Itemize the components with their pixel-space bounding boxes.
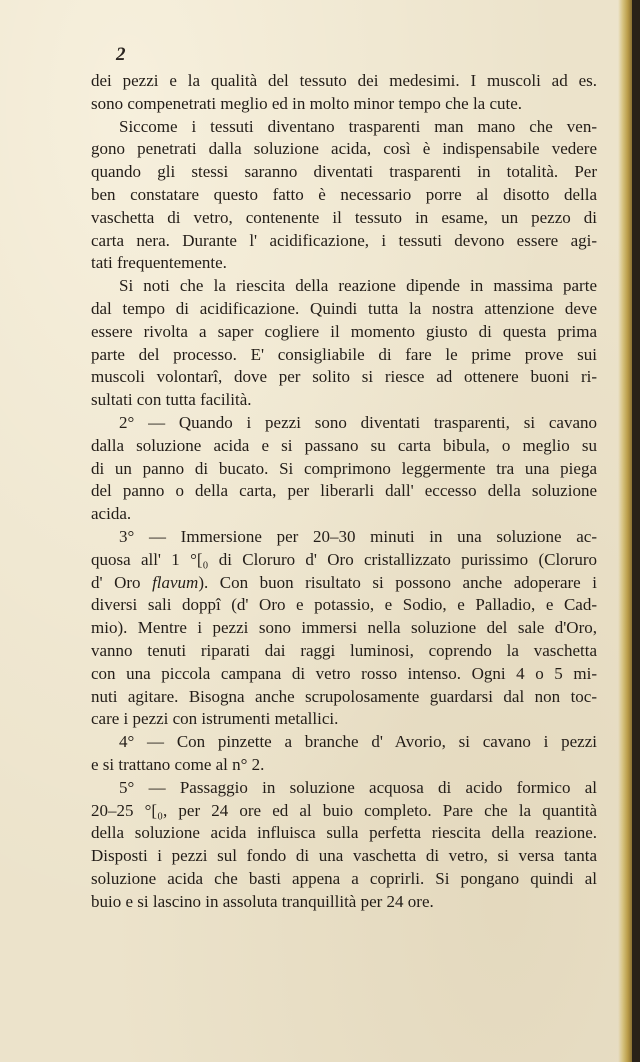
text-line: dalla soluzione acida e si passano su carta bibula, o meglio su xyxy=(91,435,597,455)
text-line: soluzione acida che basti appena a coprirli. Si pongano quindi al xyxy=(91,868,597,888)
text-line: vanno tenuti riparati dai raggi luminosi, coprendo la vaschetta xyxy=(91,640,597,660)
text-line: mio). Mentre i pezzi sono immersi nella soluzione del sale d'Oro, xyxy=(91,618,597,638)
text-line: dal tempo di acidificazione. Quindi tutta la nostra attenzione deve xyxy=(91,298,597,318)
text-line: 20–25 °[₀, per 24 ore ed al buio completo. Pare che la quantità xyxy=(91,800,597,820)
text-line: d' Oro flavum). Con buon risultato si possono anche adoperare i xyxy=(91,572,597,592)
text-line: vaschetta di vetro, contenente il tessuto in esame, un pezzo di xyxy=(91,207,597,227)
text-line: sono compenetrati meglio ed in molto minor tempo che la cute. xyxy=(91,93,523,113)
paragraph xyxy=(91,70,597,116)
text-line: di un panno di bucato. Si comprimono leggermente tra una piega xyxy=(91,458,597,478)
text-line: gono penetrati dalla soluzione acida, così è indispensabile vedere xyxy=(91,139,597,159)
text-line: dei pezzi e la qualità del tessuto dei medesimi. I muscoli ad es. xyxy=(91,71,597,90)
text-line: carta nera. Durante l' acidificazione, i tessuti devono essere agi- xyxy=(91,230,597,250)
text-line: diversi sali doppî (d' Oro e potassio, e Sodio, e Palladio, e Cad- xyxy=(91,595,597,615)
paragraph xyxy=(91,412,597,526)
page-edge xyxy=(618,0,632,1062)
text-line: quando gli stessi saranno diventati trasparenti in totalità. Per xyxy=(91,162,597,182)
text-line: della soluzione acida influisca sulla perfetta riescita della reazione. xyxy=(91,823,597,843)
page-number: 2 xyxy=(116,44,126,65)
text-line: e si trattano come al n° 2. xyxy=(91,754,265,774)
text-line: ben constatare questo fatto è necessario porre al disotto della xyxy=(91,184,597,204)
text-line: sultati con tutta facilità. xyxy=(91,390,252,410)
text-line: quosa all' 1 °[₀ di Cloruro d' Oro cristallizzato purissimo (Cloruro xyxy=(91,549,597,569)
text-line: con una piccola campana di vetro rosso intenso. Ogni 4 o 5 mi- xyxy=(91,663,597,683)
text-line: 5° — Passaggio in soluzione acquosa di acido formico al xyxy=(119,777,597,797)
paragraph xyxy=(91,275,597,412)
paragraph xyxy=(91,777,597,914)
body-text xyxy=(91,70,597,913)
text-line: 3° — Immersione per 20–30 minuti in una soluzione ac- xyxy=(119,526,597,546)
text-line: care i pezzi con istrumenti metallici. xyxy=(91,709,339,729)
text-line: tati frequentemente. xyxy=(91,253,227,273)
paragraph xyxy=(91,116,597,276)
paragraph xyxy=(91,526,597,731)
text-line: 2° — Quando i pezzi sono diventati trasparenti, si cavano xyxy=(119,412,597,432)
text-line: Disposti i pezzi sul fondo di una vaschetta di vetro, si versa tanta xyxy=(91,846,597,866)
text-line: acida. xyxy=(91,504,132,524)
text-line: del panno o della carta, per liberarli dall' eccesso della soluzione xyxy=(91,481,597,501)
text-line: Siccome i tessuti diventano trasparenti man mano che ven- xyxy=(119,116,597,136)
text-line: muscoli volontarî, dove per solito si riesce ad ottenere buoni ri- xyxy=(91,367,597,387)
text-line: 4° — Con pinzette a branche d' Avorio, si cavano i pezzi xyxy=(119,732,597,752)
paragraph xyxy=(91,731,597,777)
text-line: essere rivolta a saper cogliere il momento giusto di questa prima xyxy=(91,321,597,341)
text-line: nuti agitare. Bisogna anche scrupolosamente guardarsi dal non toc- xyxy=(91,686,597,706)
text-line: Si noti che la riescita della reazione dipende in massima parte xyxy=(119,276,597,296)
text-line: parte del processo. E' consigliabile di fare le prime prove sui xyxy=(91,344,597,364)
text-line: buio e si lascino in assoluta tranquillità per 24 ore. xyxy=(91,891,434,911)
